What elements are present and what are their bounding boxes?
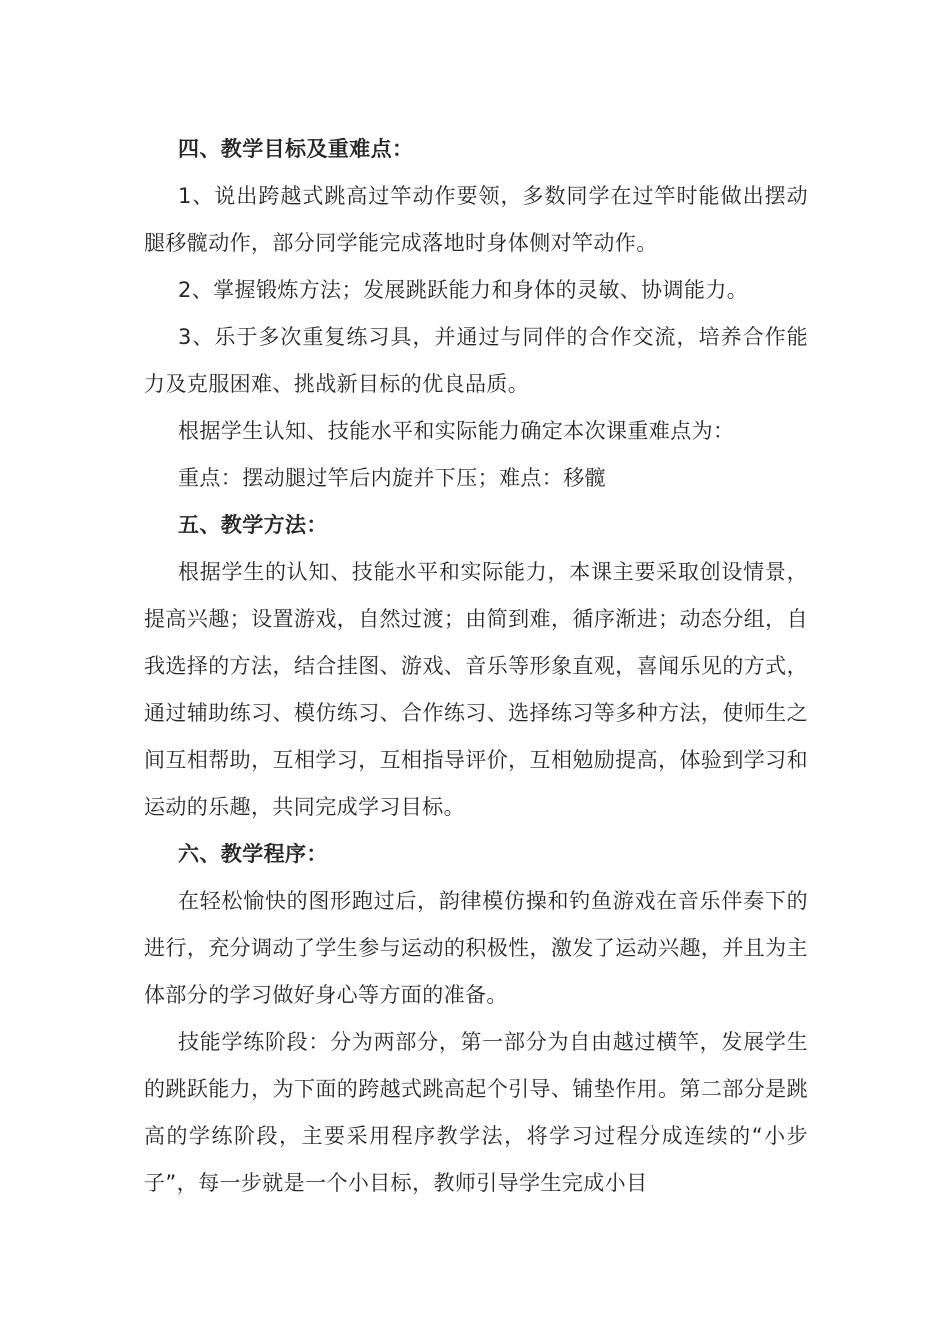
methods-paragraph: 根据学生的认知、技能水平和实际能力，本课主要采取创设情景，提高兴趣；设置游戏，自然过渡；由简到难，循序渐进；动态分组，自我选择的方法，结合挂图、游戏、音乐等形象直观，喜闻乐见的方式，通过辅助练习、模仿练习、合作练习、选择练习等多种方法，使师生之间互相帮助，互相学习，互相指导评价，互相勉励提高，体验到学习和运动的乐趣，共同完成学习目标。 <box>144 560 808 819</box>
goal-item-3: 3、乐于多次重复练习具，并通过与同伴的合作交流，培养合作能力及克服困难、挑战新目标的优良品质。 <box>144 325 808 396</box>
document-page <box>144 126 808 1207</box>
procedure-paragraph-1: 在轻松愉快的图形跑过后，韵律模仿操和钓鱼游戏在音乐伴奏下的进行，充分调动了学生参与运动的积极性，激发了运动兴趣，并且为主体部分的学习做好身心等方面的准备。 <box>144 889 808 1007</box>
section-heading-procedure: 六、教学程序： <box>178 842 328 866</box>
key-points: 重点：摆动腿过竿后内旋并下压；难点：移髋 <box>178 466 606 490</box>
section-heading-methods: 五、教学方法： <box>178 513 328 537</box>
goal-item-1: 1、说出跨越式跳高过竿动作要领，多数同学在过竿时能做出摆动腿移髋动作，部分同学能完成落地时身体侧对竿动作。 <box>144 184 808 255</box>
key-points-intro: 根据学生认知、技能水平和实际能力确定本次课重难点为： <box>178 419 735 443</box>
section-heading-goals: 四、教学目标及重难点： <box>178 137 414 161</box>
procedure-paragraph-2: 技能学练阶段：分为两部分，第一部分为自由越过横竿，发展学生的跳跃能力，为下面的跨越式跳高起个引导、铺垫作用。第二部分是跳高的学练阶段，主要采用程序教学法，将学习过程分成连续的“小步子”，每一步就是一个小目标，教师引导学生完成小目 <box>144 1030 808 1195</box>
goal-item-2: 2、掌握锻炼方法；发展跳跃能力和身体的灵敏、协调能力。 <box>178 278 749 302</box>
